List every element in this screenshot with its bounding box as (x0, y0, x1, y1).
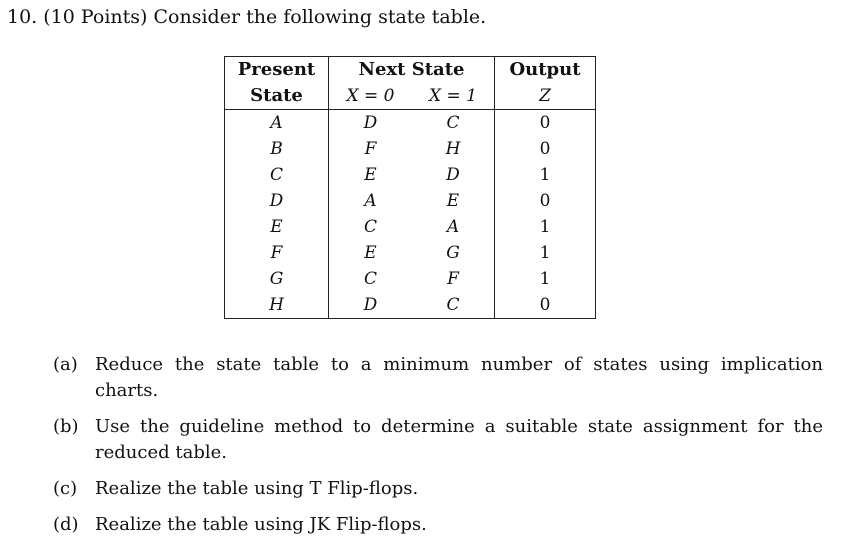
present-state-cell: A (225, 110, 329, 137)
next-state-x1-cell: G (412, 240, 495, 266)
task-item (53, 512, 823, 538)
state-table (224, 56, 596, 319)
x1-header: X = 1 (412, 83, 495, 110)
problem-prompt: Consider the following state table. (153, 6, 487, 28)
task-item (53, 414, 823, 466)
table-row (225, 188, 596, 214)
present-state-cell: C (225, 162, 329, 188)
next-state-x1-cell: F (412, 266, 495, 292)
next-state-x1-cell: D (412, 162, 495, 188)
present-state-cell: D (225, 188, 329, 214)
output-cell: 1 (539, 217, 551, 237)
present-state-cell: E (225, 214, 329, 240)
table-row (225, 292, 596, 319)
table-body (225, 110, 596, 319)
next-state-x1-cell: E (412, 188, 495, 214)
next-state-x0-cell: E (364, 165, 377, 185)
present-state-cell: G (225, 266, 329, 292)
table-row (225, 266, 596, 292)
output-cell: 1 (539, 269, 551, 289)
task-letter: (c) (53, 478, 78, 499)
task-letter: (b) (53, 416, 79, 437)
output-cell: 0 (539, 139, 551, 159)
present-state-subheader: State (225, 83, 329, 110)
problem-header (7, 6, 486, 28)
next-state-x0-cell: C (363, 217, 377, 237)
next-state-x1-cell: H (412, 136, 495, 162)
next-state-x0-cell: F (364, 139, 377, 159)
next-state-header: Next State (329, 57, 495, 84)
task-item (53, 476, 823, 502)
output-cell: 1 (539, 243, 551, 263)
output-cell: 0 (539, 191, 551, 211)
x0-header: X = 0 (329, 83, 413, 110)
next-state-x1-cell: A (412, 214, 495, 240)
problem-points: (10 Points) (43, 6, 148, 28)
output-cell: 1 (539, 165, 551, 185)
table-row (225, 162, 596, 188)
next-state-x1-cell: C (412, 292, 495, 319)
next-state-x0-cell: D (363, 295, 378, 315)
task-text: Use the guideline method to determine a suitable state assignment for the reduced table. (95, 416, 823, 463)
table-row (225, 110, 596, 137)
task-item (53, 352, 823, 404)
present-state-cell: B (225, 136, 329, 162)
present-state-header: Present (225, 57, 329, 84)
task-list (53, 352, 823, 548)
next-state-x1-cell: C (412, 110, 495, 137)
task-text: Realize the table using JK Flip-flops. (95, 514, 427, 535)
table-row (225, 214, 596, 240)
task-letter: (d) (53, 514, 79, 535)
output-cell: 0 (539, 113, 551, 133)
header-row-1 (225, 57, 596, 84)
output-cell: 0 (539, 295, 551, 315)
next-state-x0-cell: D (363, 113, 378, 133)
next-state-x0-cell: C (363, 269, 377, 289)
next-state-x0-cell: A (364, 191, 377, 211)
task-text: Reduce the state table to a minimum number of states using implication charts. (95, 354, 823, 401)
present-state-cell: F (225, 240, 329, 266)
table-row (225, 136, 596, 162)
output-header: Output (509, 59, 581, 80)
table-row (225, 240, 596, 266)
output-z-header: Z (495, 83, 596, 110)
task-letter: (a) (53, 354, 78, 375)
header-row-2 (225, 83, 596, 110)
problem-number: 10. (7, 6, 38, 28)
present-state-cell: H (225, 292, 329, 319)
next-state-x0-cell: E (364, 243, 377, 263)
task-text: Realize the table using T Flip-flops. (95, 478, 419, 499)
